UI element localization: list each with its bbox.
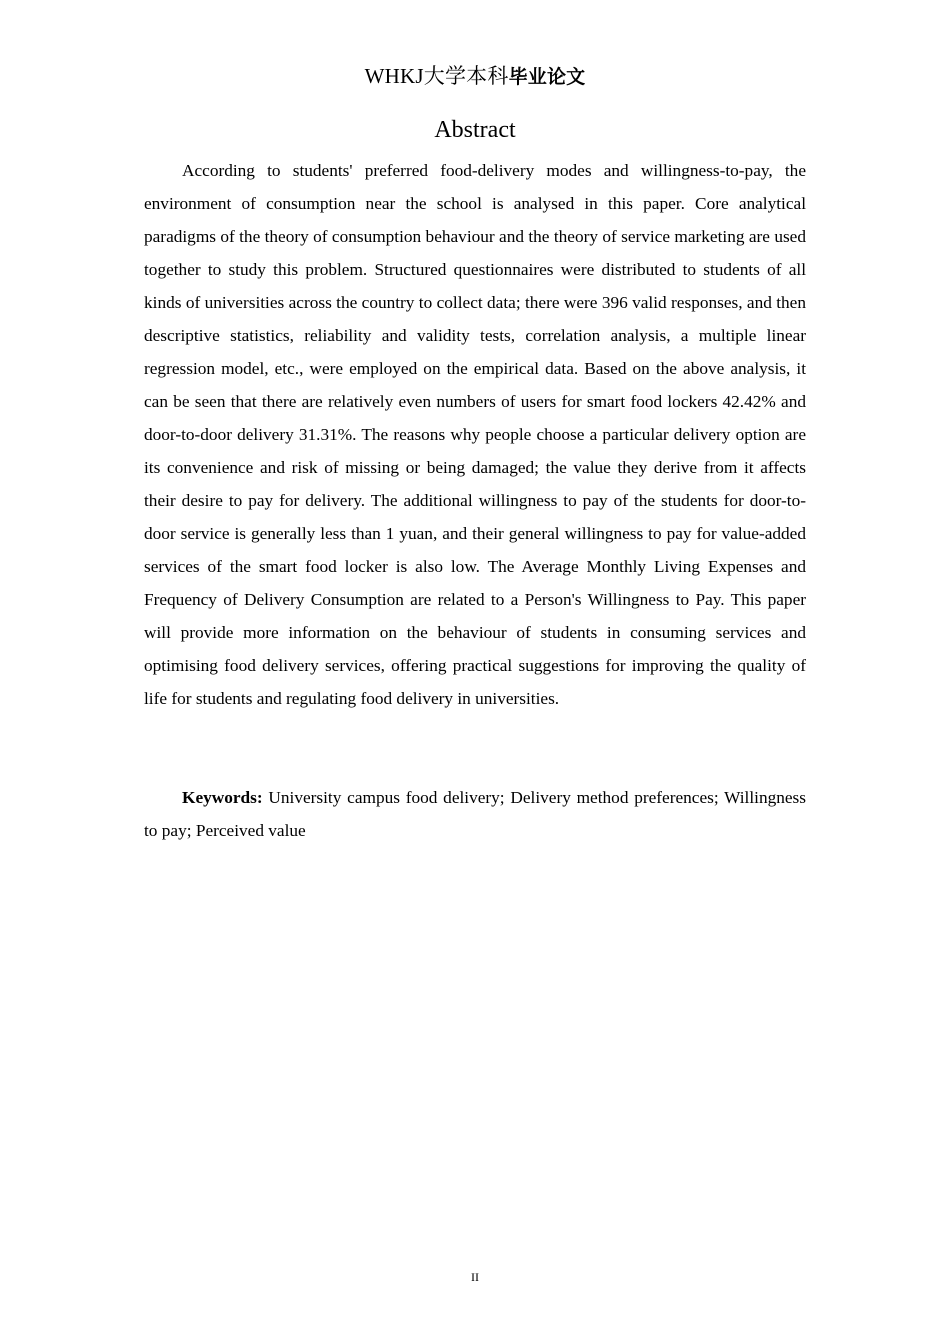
keywords-text: University campus food delivery; Delivery method preferences; Willingness to pay; Perceived value	[144, 788, 806, 840]
page-number: II	[471, 1270, 479, 1284]
running-header	[0, 62, 950, 91]
abstract-body: According to students' preferred food-delivery modes and willingness-to-pay, the environment of consumption near the school is analysed in this paper. Core analytical paradigms of the theory of consumption behaviour and the theory of service marketing are used together to study this problem. Structured questionnaires were distributed to students of all kinds of universities across the country to collect data; there were 396 valid responses, and then descriptive statistics, reliability and validity tests, correlation analysis, a multiple linear regression model, etc., were employed on the empirical data. Based on the above analysis, it can be seen that there are relatively even numbers of users for smart food lockers 42.42% and door-to-door delivery 31.31%. The reasons why people choose a particular delivery option are its convenience and risk of missing or being damaged; the value they derive from it affects their desire to pay for delivery. The additional willingness to pay of the students for door-to-door service is generally less than 1 yuan, and their general willingness to pay for value-added services of the smart food locker is also low. The Average Monthly Living Expenses and Frequency of Delivery Consumption are related to a Person's Willingness to Pay. This paper will provide more information on the behaviour of students in consuming services and optimising food delivery services, offering practical suggestions for improving the quality of life for students and regulating food delivery in universities.	[144, 161, 806, 708]
header-thesis-label: 毕业论文	[508, 66, 586, 88]
keywords-label: Keywords:	[182, 788, 263, 807]
header-university: WHKJ大学本科	[364, 64, 509, 88]
abstract-title: Abstract	[434, 117, 516, 143]
keywords-paragraph	[144, 781, 806, 847]
